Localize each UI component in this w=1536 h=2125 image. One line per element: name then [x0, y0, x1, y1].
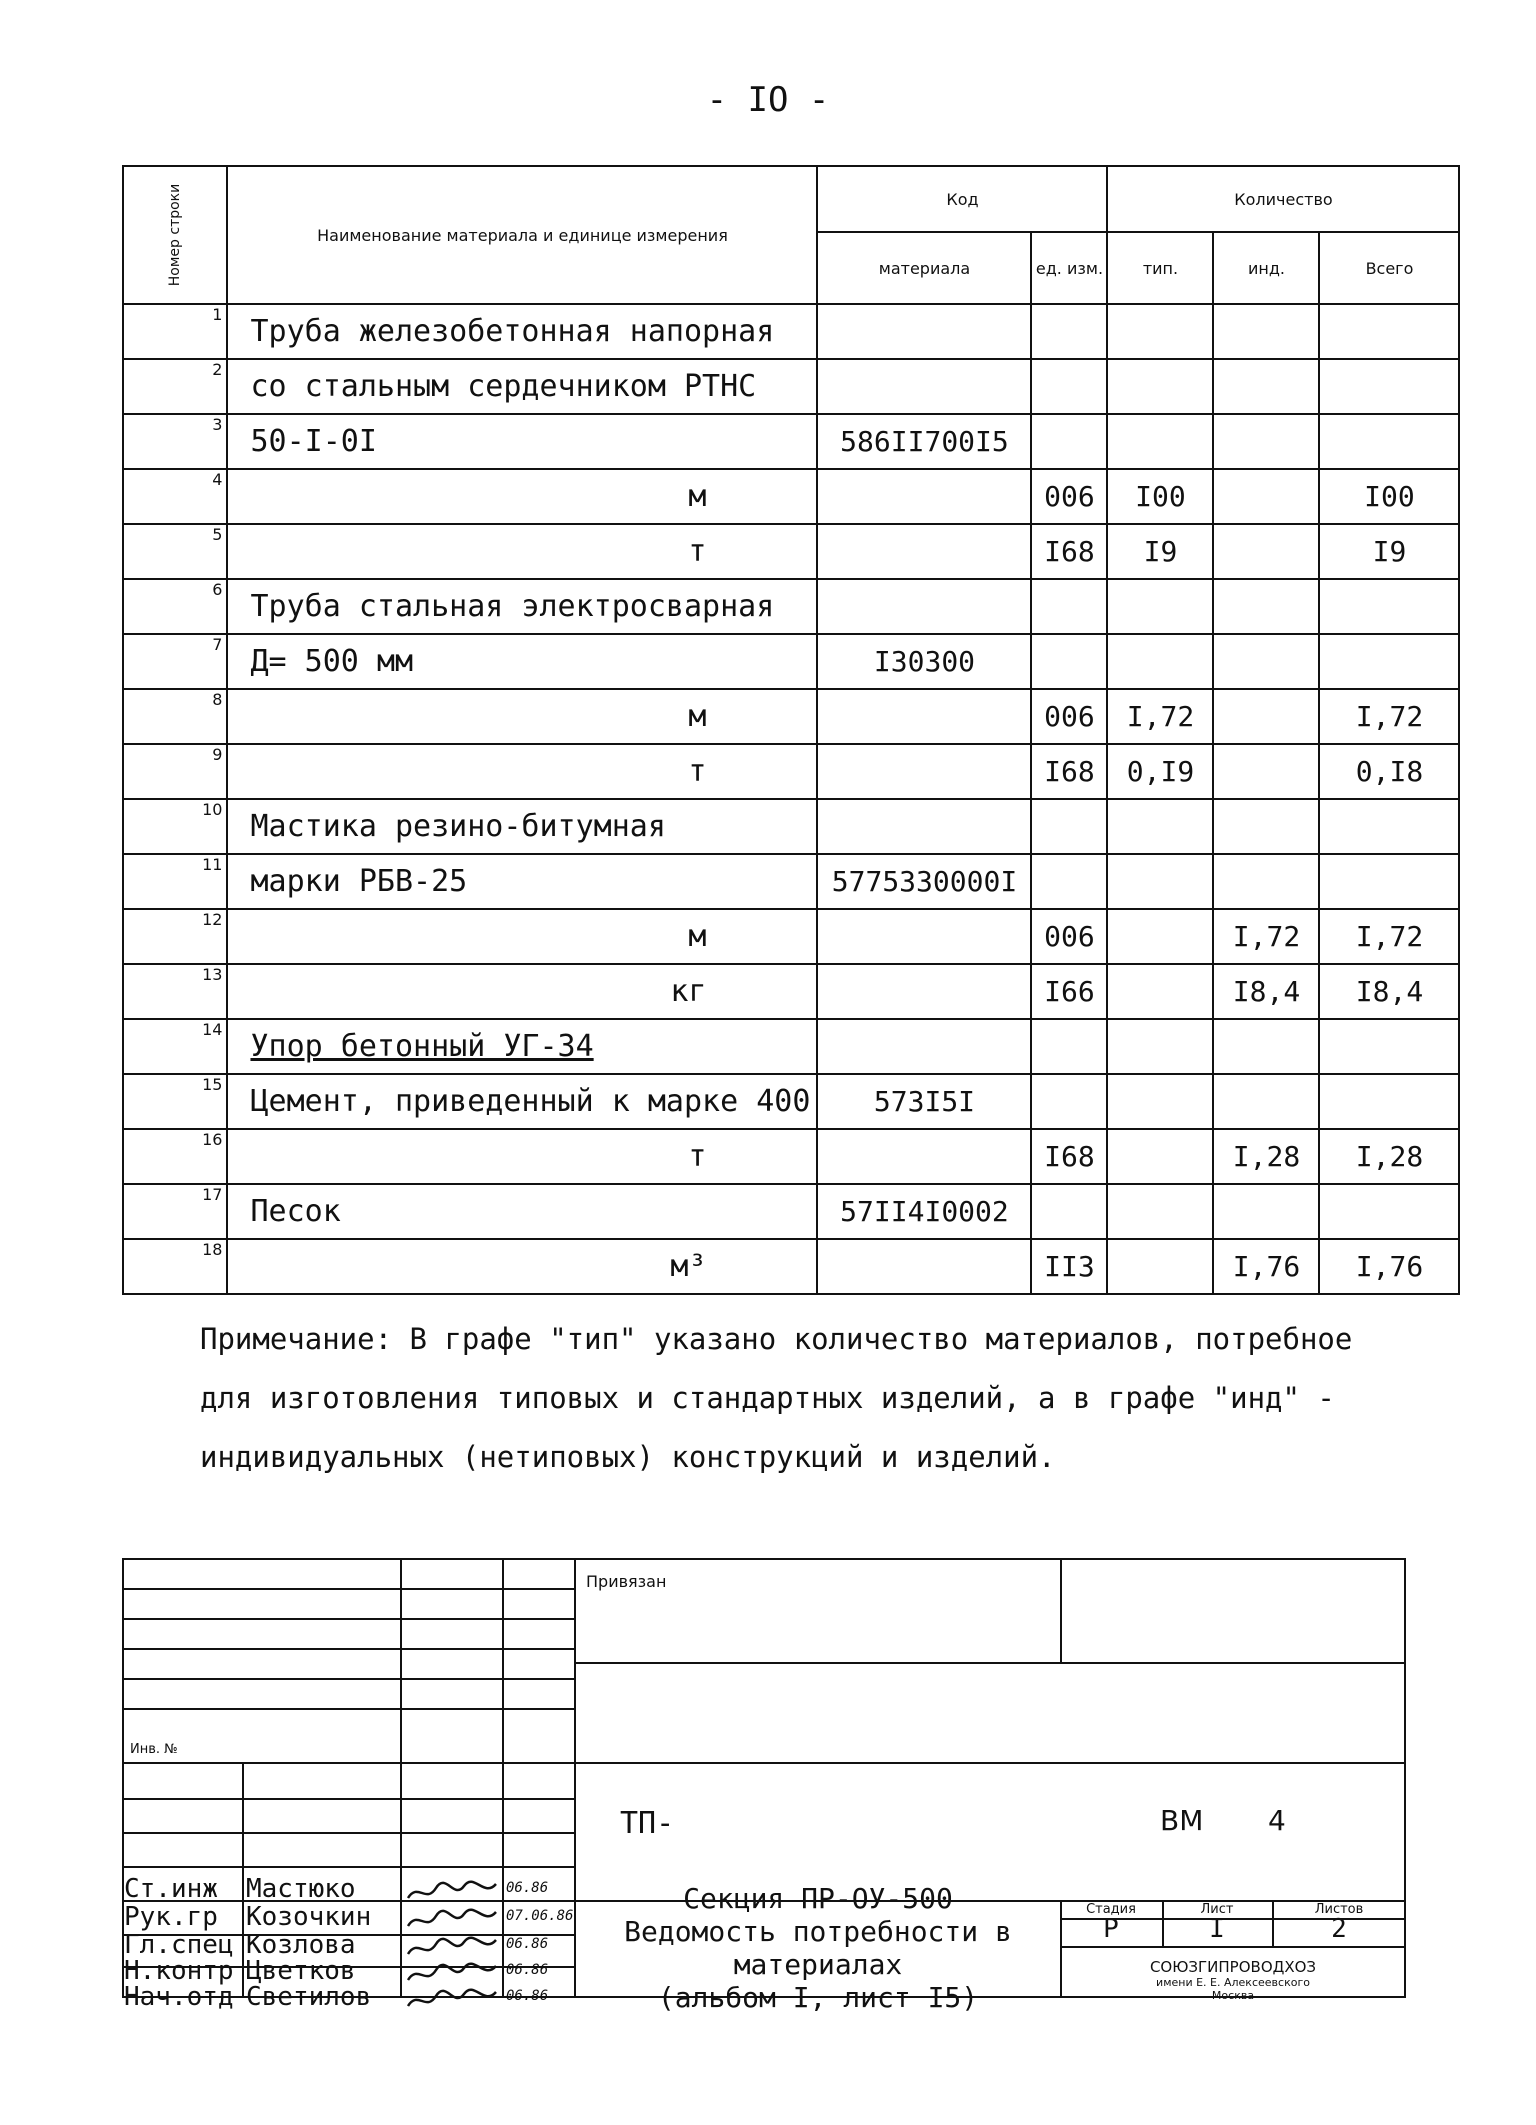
material-name: т	[227, 744, 817, 799]
qty-ind	[1213, 1184, 1319, 1239]
qty-type: I9	[1107, 524, 1213, 579]
row-number: 10	[123, 799, 227, 854]
qty-total: I,72	[1319, 689, 1459, 744]
material-code	[817, 469, 1031, 524]
qty-ind: I,28	[1213, 1129, 1319, 1184]
signature-scribble	[404, 1878, 500, 1906]
table-row	[123, 1074, 1459, 1129]
qty-type	[1107, 1239, 1213, 1294]
materials-table	[122, 165, 1460, 1295]
material-code	[817, 579, 1031, 634]
material-code: 573I5I	[817, 1074, 1031, 1129]
material-code	[817, 964, 1031, 1019]
signatory-role: Ст.инж	[124, 1874, 218, 1904]
qty-type	[1107, 634, 1213, 689]
material-name: Труба железобетонная напорная	[227, 304, 817, 359]
qty-total: I9	[1319, 524, 1459, 579]
table-row	[123, 634, 1459, 689]
unit-code: II3	[1031, 1239, 1107, 1294]
row-number: 11	[123, 854, 227, 909]
qty-total	[1319, 799, 1459, 854]
table-row	[123, 359, 1459, 414]
note-text: Примечание: В графе "тип" указано количество материалов, потребное для изготовления типовых и стандартных изделий, а в графе "инд" - индивидуальных (нетиповых) конструкций и изделий.	[200, 1322, 1353, 1474]
qty-ind	[1213, 524, 1319, 579]
org-city: Москва	[1211, 1989, 1255, 2002]
row-number: 12	[123, 909, 227, 964]
header-code-unit: ед. изм.	[1031, 232, 1107, 304]
material-code: I30300	[817, 634, 1031, 689]
table-row	[123, 469, 1459, 524]
material-code: 5775330000I	[817, 854, 1031, 909]
qty-total	[1319, 1019, 1459, 1074]
inv-no-label: Инв. №	[130, 1742, 178, 1757]
table-row	[123, 579, 1459, 634]
header-qty-total: Всего	[1319, 232, 1459, 304]
qty-total	[1319, 579, 1459, 634]
row-number: 9	[123, 744, 227, 799]
material-name: Мастика резино-битумная	[227, 799, 817, 854]
title-line: материалах	[733, 1948, 903, 1981]
qty-type	[1107, 359, 1213, 414]
header-code: Код	[817, 166, 1107, 232]
qty-total: I00	[1319, 469, 1459, 524]
material-code	[817, 359, 1031, 414]
qty-ind: I,72	[1213, 909, 1319, 964]
row-number: 2	[123, 359, 227, 414]
signatory-date: 06.86	[506, 1962, 549, 1978]
qty-total	[1319, 359, 1459, 414]
material-code	[817, 909, 1031, 964]
table-row	[123, 1184, 1459, 1239]
unit-code	[1031, 359, 1107, 414]
row-number: 4	[123, 469, 227, 524]
material-name: Труба стальная электросварная	[227, 579, 817, 634]
unit-code: I68	[1031, 1129, 1107, 1184]
qty-type	[1107, 1074, 1213, 1129]
table-row	[123, 689, 1459, 744]
material-name: марки РБВ-25	[227, 854, 817, 909]
doc-mark: ВМ	[1160, 1804, 1204, 1837]
sheet-value: I	[1209, 1914, 1225, 1944]
qty-total	[1319, 854, 1459, 909]
table-row	[123, 1019, 1459, 1074]
table-row	[123, 909, 1459, 964]
qty-type: 0,I9	[1107, 744, 1213, 799]
page-number: - IO -	[706, 80, 830, 120]
signatory-name: Цветков	[246, 1956, 356, 1986]
qty-ind	[1213, 799, 1319, 854]
qty-type	[1107, 964, 1213, 1019]
qty-type: I,72	[1107, 689, 1213, 744]
unit-code: 006	[1031, 469, 1107, 524]
header-row-number: Номер строки	[123, 166, 227, 304]
qty-ind	[1213, 579, 1319, 634]
row-number: 14	[123, 1019, 227, 1074]
sheets-value: 2	[1331, 1914, 1347, 1944]
qty-total: I,76	[1319, 1239, 1459, 1294]
qty-type	[1107, 1019, 1213, 1074]
table-row	[123, 799, 1459, 854]
material-code	[817, 799, 1031, 854]
org-name: СОЮЗГИПРОВОДХОЗ	[1149, 1958, 1317, 1976]
qty-total	[1319, 634, 1459, 689]
material-name: 50-I-0I	[227, 414, 817, 469]
unit-code	[1031, 1074, 1107, 1129]
signatory-name: Светилов	[246, 1982, 372, 2012]
qty-total: I,72	[1319, 909, 1459, 964]
unit-code: 006	[1031, 689, 1107, 744]
signatory-role: Н.контр	[124, 1956, 234, 1986]
qty-type	[1107, 854, 1213, 909]
row-number: 15	[123, 1074, 227, 1129]
qty-total	[1319, 1184, 1459, 1239]
sheets-label: Листов	[1314, 1902, 1364, 1917]
material-code	[817, 524, 1031, 579]
row-number: 1	[123, 304, 227, 359]
doc-code: ТП-	[620, 1806, 675, 1841]
row-number: 17	[123, 1184, 227, 1239]
table-row	[123, 1129, 1459, 1184]
header-qty-type: тип.	[1107, 232, 1213, 304]
table-row	[123, 1239, 1459, 1294]
title-line: (альбом I, лист I5)	[657, 1981, 979, 2014]
material-code	[817, 744, 1031, 799]
unit-code: I68	[1031, 524, 1107, 579]
qty-type	[1107, 304, 1213, 359]
signature-scribble	[404, 1934, 500, 1962]
qty-ind: I8,4	[1213, 964, 1319, 1019]
qty-type	[1107, 414, 1213, 469]
signature-scribble	[404, 1960, 500, 1988]
qty-ind: I,76	[1213, 1239, 1319, 1294]
unit-code	[1031, 304, 1107, 359]
qty-total	[1319, 414, 1459, 469]
title-line: Секция ПР-ОУ-500	[683, 1882, 953, 1915]
material-code	[817, 1129, 1031, 1184]
material-code	[817, 1019, 1031, 1074]
signatory-date: 06.86	[506, 1936, 549, 1952]
material-name: м³	[227, 1239, 817, 1294]
table-row	[123, 304, 1459, 359]
material-name: Упор бетонный УГ-34	[227, 1019, 817, 1074]
qty-total: I8,4	[1319, 964, 1459, 1019]
unit-code: I68	[1031, 744, 1107, 799]
signature-scribble	[404, 1986, 500, 2014]
qty-type	[1107, 909, 1213, 964]
qty-type	[1107, 799, 1213, 854]
table-row	[123, 414, 1459, 469]
title-line: Ведомость потребности в	[624, 1915, 1012, 1948]
material-name: Д= 500 мм	[227, 634, 817, 689]
org-subtitle: имени Е. Е. Алексеевского	[1156, 1976, 1310, 1989]
material-name: м	[227, 469, 817, 524]
signatory-name: Мастюко	[246, 1874, 356, 1904]
material-code	[817, 689, 1031, 744]
unit-code	[1031, 634, 1107, 689]
unit-code	[1031, 854, 1107, 909]
signatory-role: Рук.гр	[124, 1902, 218, 1932]
qty-type: I00	[1107, 469, 1213, 524]
material-code	[817, 1239, 1031, 1294]
table-row	[123, 854, 1459, 909]
qty-ind	[1213, 744, 1319, 799]
material-code: 586II700I5	[817, 414, 1031, 469]
material-name: м	[227, 909, 817, 964]
signatory-date: 06.86	[506, 1880, 549, 1896]
qty-ind	[1213, 304, 1319, 359]
material-code: 57II4I0002	[817, 1184, 1031, 1239]
qty-total	[1319, 1074, 1459, 1129]
row-number: 8	[123, 689, 227, 744]
qty-ind	[1213, 1074, 1319, 1129]
header-quantity: Количество	[1107, 166, 1459, 232]
material-name: м	[227, 689, 817, 744]
row-number: 18	[123, 1239, 227, 1294]
material-name: Песок	[227, 1184, 817, 1239]
table-row	[123, 744, 1459, 799]
qty-total: 0,I8	[1319, 744, 1459, 799]
sheet-label: Лист	[1200, 1902, 1234, 1917]
signatory-date: 06.86	[506, 1988, 549, 2004]
qty-type	[1107, 1184, 1213, 1239]
unit-code	[1031, 1019, 1107, 1074]
header-name: Наименование материала и единице измерения	[227, 166, 817, 304]
signature-scribble	[404, 1906, 500, 1934]
qty-ind	[1213, 1019, 1319, 1074]
material-code	[817, 304, 1031, 359]
row-number: 16	[123, 1129, 227, 1184]
qty-total	[1319, 304, 1459, 359]
row-number: 13	[123, 964, 227, 1019]
document-title	[576, 1882, 1060, 2014]
unit-code	[1031, 579, 1107, 634]
unit-code: 006	[1031, 909, 1107, 964]
privyazan-label: Привязан	[586, 1572, 667, 1591]
material-name: т	[227, 524, 817, 579]
qty-ind	[1213, 689, 1319, 744]
table-row	[123, 524, 1459, 579]
qty-ind	[1213, 634, 1319, 689]
header-qty-ind: инд.	[1213, 232, 1319, 304]
qty-type	[1107, 579, 1213, 634]
stage-value: Р	[1103, 1914, 1119, 1944]
row-number: 3	[123, 414, 227, 469]
qty-total: I,28	[1319, 1129, 1459, 1184]
material-name: Цемент, приведенный к марке 400	[227, 1074, 817, 1129]
qty-type	[1107, 1129, 1213, 1184]
doc-mark-number: 4	[1268, 1804, 1286, 1837]
material-name: кг	[227, 964, 817, 1019]
signatory-role: Гл.спец	[124, 1930, 234, 1960]
qty-ind	[1213, 359, 1319, 414]
table-row	[123, 964, 1459, 1019]
unit-code	[1031, 1184, 1107, 1239]
stage-label: Стадия	[1086, 1902, 1136, 1917]
qty-ind	[1213, 414, 1319, 469]
signatory-name: Козлова	[246, 1930, 356, 1960]
row-number: 5	[123, 524, 227, 579]
material-name: т	[227, 1129, 817, 1184]
qty-ind	[1213, 854, 1319, 909]
row-number: 7	[123, 634, 227, 689]
signatory-name: Козочкин	[246, 1902, 372, 1932]
unit-code	[1031, 414, 1107, 469]
material-name: со стальным сердечником РТНС	[227, 359, 817, 414]
signatory-role: Нач.отд	[124, 1982, 234, 2012]
signatory-date: 07.06.86	[506, 1908, 574, 1924]
qty-ind	[1213, 469, 1319, 524]
unit-code	[1031, 799, 1107, 854]
row-number: 6	[123, 579, 227, 634]
unit-code: I66	[1031, 964, 1107, 1019]
header-code-material: материала	[817, 232, 1031, 304]
